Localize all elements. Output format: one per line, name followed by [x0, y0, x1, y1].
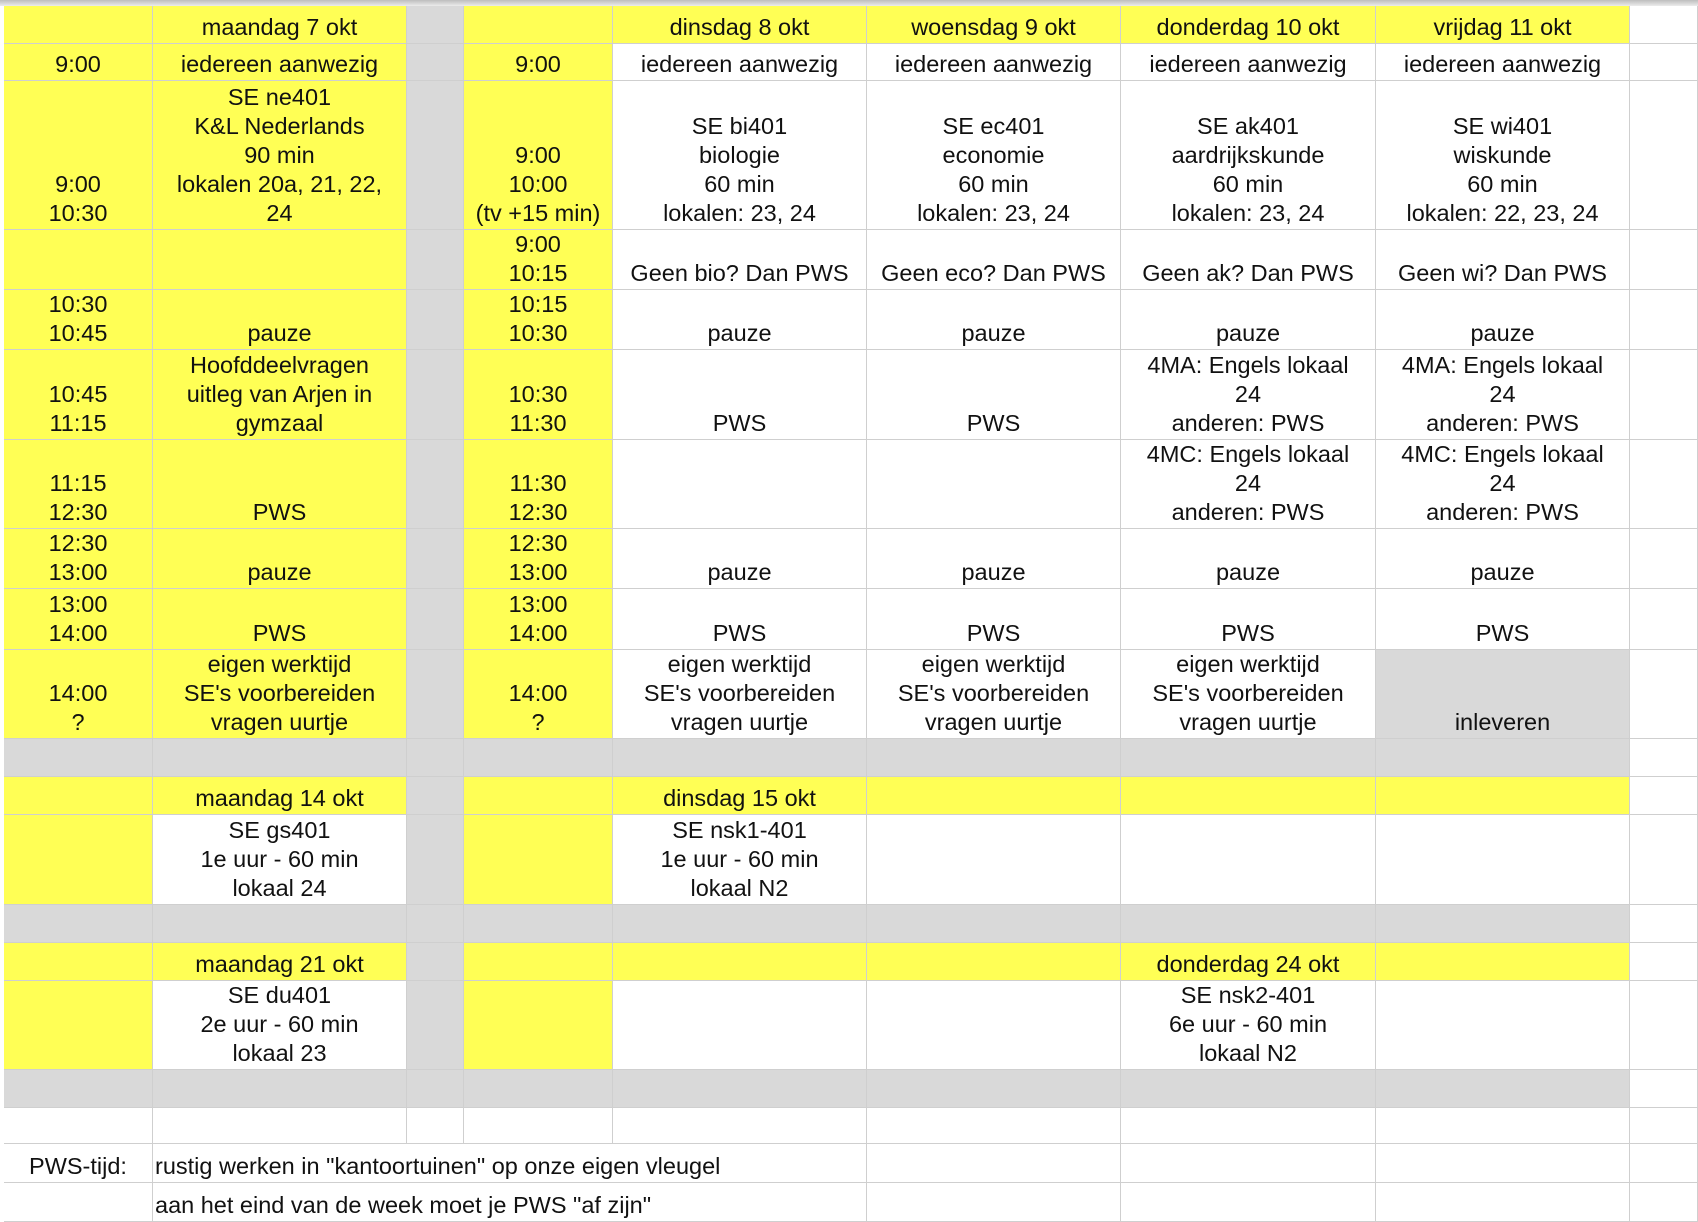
cell-r15-c5[interactable] [867, 981, 1121, 1070]
cell-r14-c4[interactable] [613, 943, 867, 981]
cell-r6-c1[interactable] [153, 440, 407, 529]
cell-r15-c0[interactable] [4, 981, 153, 1070]
cell-r14-c3[interactable] [464, 943, 613, 981]
cell-r1-c0[interactable] [4, 44, 153, 81]
cell-text: iedereen aanwezig [1149, 51, 1347, 77]
cell-text: 9:00 10:00 (tv +15 min) [475, 142, 601, 226]
cell-text: pauze [961, 559, 1026, 585]
cell-text: maandag 7 okt [201, 14, 358, 40]
cell-r14-c1[interactable] [153, 943, 407, 981]
cell-r6-c7[interactable] [1376, 440, 1630, 529]
cell-text: 12:30 13:00 [508, 530, 568, 585]
cell-text: 9:00 10:15 [508, 231, 568, 286]
cell-text: 10:45 11:15 [48, 381, 108, 436]
cell-r16-c1[interactable] [153, 1070, 407, 1108]
cell-r3-c8[interactable] [1630, 230, 1698, 290]
cell-r15-c7[interactable] [1376, 981, 1630, 1070]
cell-text: SE gs401 1e uur - 60 min lokaal 24 [200, 817, 359, 901]
cell-text: 4MA: Engels lokaal 24 anderen: PWS [1147, 352, 1349, 436]
cell-r0-c0[interactable] [4, 6, 153, 44]
cell-r14-c7[interactable] [1376, 943, 1630, 981]
cell-r4-c2[interactable] [407, 290, 464, 350]
cell-text: pauze [247, 559, 312, 585]
cell-text: SE wi401 wiskunde 60 min lokalen: 22, 23, 24 [1406, 113, 1599, 226]
cell-r8-c5[interactable] [867, 589, 1121, 650]
cell-r7-c2[interactable] [407, 529, 464, 589]
cell-r15-c3[interactable] [464, 981, 613, 1070]
cell-r14-c5[interactable] [867, 943, 1121, 981]
cell-r11-c2[interactable] [407, 777, 464, 815]
cell-r17-c6[interactable] [1121, 1108, 1376, 1144]
cell-text: PWS [1221, 620, 1275, 646]
cell-r10-c4[interactable] [613, 739, 867, 777]
cell-r0-c4[interactable] [613, 6, 867, 44]
cell-text: 11:30 12:30 [508, 470, 568, 525]
cell-r10-c7[interactable] [1376, 739, 1630, 777]
cell-text: 9:00 [55, 51, 101, 77]
cell-r4-c0[interactable] [4, 290, 153, 350]
cell-r5-c0[interactable] [4, 350, 153, 440]
cell-text: SE bi401 biologie 60 min lokalen: 23, 24 [663, 113, 816, 226]
cell-text: PWS [966, 620, 1021, 646]
cell-r11-c3[interactable] [464, 777, 613, 815]
cell-r18-c7[interactable] [1376, 1144, 1630, 1183]
cell-r3-c2[interactable] [407, 230, 464, 290]
cell-r1-c1[interactable] [153, 44, 407, 81]
cell-text: 4MA: Engels lokaal 24 anderen: PWS [1401, 352, 1604, 436]
cell-r4-c8[interactable] [1630, 290, 1698, 350]
cell-r2-c3[interactable] [464, 81, 613, 230]
cell-text: PWS [712, 620, 767, 646]
cell-r15-c6[interactable] [1121, 981, 1376, 1070]
cell-text: PWS [966, 410, 1021, 436]
cell-r9-c5[interactable] [867, 650, 1121, 739]
cell-text: donderdag 24 okt [1156, 951, 1340, 977]
cell-r1-c5[interactable] [867, 44, 1121, 81]
cell-r4-c7[interactable] [1376, 290, 1630, 350]
cell-r2-c7[interactable] [1376, 81, 1630, 230]
cell-text: pauze [961, 320, 1026, 346]
cell-r12-c1[interactable] [153, 815, 407, 905]
cell-r3-c6[interactable] [1121, 230, 1376, 290]
cell-r17-c5[interactable] [867, 1108, 1121, 1144]
cell-r12-c7[interactable] [1376, 815, 1630, 905]
cell-r11-c6[interactable] [1121, 777, 1376, 815]
cell-r13-c8[interactable] [1630, 905, 1698, 943]
cell-r4-c3[interactable] [464, 290, 613, 350]
cell-r13-c4[interactable] [613, 905, 867, 943]
cell-r16-c5[interactable] [867, 1070, 1121, 1108]
cell-r10-c1[interactable] [153, 739, 407, 777]
cell-r13-c1[interactable] [153, 905, 407, 943]
cell-r17-c7[interactable] [1376, 1108, 1630, 1144]
cell-r0-c7[interactable] [1376, 6, 1630, 44]
cell-r1-c8[interactable] [1630, 44, 1698, 81]
cell-text: SE ec401 economie 60 min lokalen: 23, 24 [917, 113, 1070, 226]
cell-text: SE nsk1-401 1e uur - 60 min lokaal N2 [660, 817, 819, 901]
cell-r16-c0[interactable] [4, 1070, 153, 1108]
cell-r16-c4[interactable] [613, 1070, 867, 1108]
cell-r6-c2[interactable] [407, 440, 464, 529]
cell-text: eigen werktijd SE's voorbereiden vragen uurtje [1152, 651, 1344, 735]
cell-text: Hoofddeelvragen uitleg van Arjen in gymzaal [186, 352, 373, 436]
cell-r7-c0[interactable] [4, 529, 153, 589]
cell-r13-c2[interactable] [407, 905, 464, 943]
cell-r8-c8[interactable] [1630, 589, 1698, 650]
cell-text: inleveren [1454, 709, 1551, 735]
cell-r18-c8[interactable] [1630, 1144, 1698, 1183]
cell-r8-c0[interactable] [4, 589, 153, 650]
cell-text: PWS [1475, 620, 1530, 646]
cell-r6-c5[interactable] [867, 440, 1121, 529]
cell-r5-c6[interactable] [1121, 350, 1376, 440]
cell-text: 4MC: Engels lokaal 24 anderen: PWS [1401, 441, 1604, 525]
cell-r9-c1[interactable] [153, 650, 407, 739]
cell-text: Geen wi? Dan PWS [1398, 260, 1607, 286]
cell-text: 10:15 10:30 [508, 291, 568, 346]
cell-r4-c5[interactable] [867, 290, 1121, 350]
cell-r19-c7[interactable] [1376, 1183, 1630, 1222]
cell-r17-c3[interactable] [464, 1108, 613, 1144]
cell-text: Geen bio? Dan PWS [630, 260, 849, 286]
cell-r16-c2[interactable] [407, 1070, 464, 1108]
cell-text: Geen ak? Dan PWS [1142, 260, 1354, 286]
cell-text: SE ne401 K&L Nederlands 90 min lokalen 20a, 21, 22, 24 [176, 84, 383, 226]
cell-r2-c2[interactable] [407, 81, 464, 230]
cell-r12-c8[interactable] [1630, 815, 1698, 905]
cell-r14-c6[interactable] [1121, 943, 1376, 981]
cell-r11-c1[interactable] [153, 777, 407, 815]
cell-r11-c4[interactable] [613, 777, 867, 815]
cell-r5-c8[interactable] [1630, 350, 1698, 440]
cell-r14-c8[interactable] [1630, 943, 1698, 981]
cell-r3-c4[interactable] [613, 230, 867, 290]
cell-text: iedereen aanwezig [894, 51, 1093, 77]
cell-text: 13:00 14:00 [48, 591, 108, 646]
cell-r12-c2[interactable] [407, 815, 464, 905]
cell-r10-c2[interactable] [407, 739, 464, 777]
cell-r14-c2[interactable] [407, 943, 464, 981]
cell-r13-c7[interactable] [1376, 905, 1630, 943]
cell-r17-c1[interactable] [153, 1108, 407, 1144]
cell-text: 13:00 14:00 [508, 591, 568, 646]
cell-r9-c0[interactable] [4, 650, 153, 739]
cell-r8-c7[interactable] [1376, 589, 1630, 650]
cell-r16-c6[interactable] [1121, 1070, 1376, 1108]
cell-r17-c2[interactable] [407, 1108, 464, 1144]
cell-r10-c8[interactable] [1630, 739, 1698, 777]
cell-text: 14:00 ? [48, 680, 108, 735]
cell-r2-c6[interactable] [1121, 81, 1376, 230]
cell-r6-c3[interactable] [464, 440, 613, 529]
cell-r10-c5[interactable] [867, 739, 1121, 777]
cell-r9-c3[interactable] [464, 650, 613, 739]
cell-r11-c8[interactable] [1630, 777, 1698, 815]
cell-r13-c6[interactable] [1121, 905, 1376, 943]
cell-r8-c1[interactable] [153, 589, 407, 650]
cell-text: maandag 21 okt [195, 951, 364, 977]
cell-text: SE ak401 aardrijkskunde 60 min lokalen: 23, 24 [1171, 113, 1325, 226]
cell-text: dinsdag 8 okt [669, 14, 810, 40]
cell-r1-c2[interactable] [407, 44, 464, 81]
cell-r6-c8[interactable] [1630, 440, 1698, 529]
cell-r3-c3[interactable] [464, 230, 613, 290]
cell-r0-c1[interactable] [153, 6, 407, 44]
cell-r7-c5[interactable] [867, 529, 1121, 589]
cell-r3-c5[interactable] [867, 230, 1121, 290]
cell-r1-c6[interactable] [1121, 44, 1376, 81]
cell-text: iedereen aanwezig [180, 51, 379, 77]
cell-r5-c3[interactable] [464, 350, 613, 440]
cell-text: pauze [707, 320, 772, 346]
cell-r6-c0[interactable] [4, 440, 153, 529]
cell-r2-c0[interactable] [4, 81, 153, 230]
cell-r8-c2[interactable] [407, 589, 464, 650]
cell-r1-c7[interactable] [1376, 44, 1630, 81]
cell-r18-c0[interactable] [4, 1144, 153, 1183]
cell-r12-c4[interactable] [613, 815, 867, 905]
cell-r15-c4[interactable] [613, 981, 867, 1070]
cell-text: pauze [1215, 320, 1281, 346]
cell-r13-c5[interactable] [867, 905, 1121, 943]
cell-text: 10:30 10:45 [48, 291, 108, 346]
cell-r19-c1[interactable] [153, 1183, 867, 1222]
cell-r19-c0[interactable] [4, 1183, 153, 1222]
cell-r2-c8[interactable] [1630, 81, 1698, 230]
cell-r10-c0[interactable] [4, 739, 153, 777]
cell-text: PWS [252, 620, 307, 646]
cell-r3-c0[interactable] [4, 230, 153, 290]
cell-text: 9:00 10:30 [48, 171, 108, 226]
cell-r4-c6[interactable] [1121, 290, 1376, 350]
cell-r17-c4[interactable] [613, 1108, 867, 1144]
cell-text: pauze [247, 320, 312, 346]
cell-r12-c3[interactable] [464, 815, 613, 905]
cell-r9-c8[interactable] [1630, 650, 1698, 739]
cell-r7-c7[interactable] [1376, 529, 1630, 589]
cell-r6-c4[interactable] [613, 440, 867, 529]
cell-r7-c8[interactable] [1630, 529, 1698, 589]
cell-text: iedereen aanwezig [640, 51, 839, 77]
cell-text: pauze [1470, 320, 1535, 346]
cell-r7-c1[interactable] [153, 529, 407, 589]
cell-r8-c4[interactable] [613, 589, 867, 650]
cell-r2-c1[interactable] [153, 81, 407, 230]
cell-text: aan het eind van de week moet je PWS "af zijn" [155, 1192, 652, 1218]
cell-text: 12:30 13:00 [48, 530, 108, 585]
cell-r6-c6[interactable] [1121, 440, 1376, 529]
cell-r12-c0[interactable] [4, 815, 153, 905]
cell-r16-c8[interactable] [1630, 1070, 1698, 1108]
cell-r0-c2[interactable] [407, 6, 464, 44]
cell-r0-c5[interactable] [867, 6, 1121, 44]
cell-text: SE du401 2e uur - 60 min lokaal 23 [200, 982, 359, 1066]
cell-text: pauze [1215, 559, 1281, 585]
cell-text: vrijdag 11 okt [1433, 14, 1572, 40]
cell-text: dinsdag 15 okt [663, 785, 816, 811]
cell-r16-c3[interactable] [464, 1070, 613, 1108]
cell-text: 11:15 12:30 [48, 470, 108, 525]
cell-r7-c6[interactable] [1121, 529, 1376, 589]
cell-r15-c1[interactable] [153, 981, 407, 1070]
cell-text: PWS [712, 410, 767, 436]
cell-text: 9:00 [515, 51, 561, 77]
cell-text: eigen werktijd SE's voorbereiden vragen uurtje [897, 651, 1090, 735]
cell-r18-c5[interactable] [867, 1144, 1121, 1183]
cell-r13-c0[interactable] [4, 905, 153, 943]
cell-r7-c4[interactable] [613, 529, 867, 589]
cell-r8-c6[interactable] [1121, 589, 1376, 650]
cell-r18-c1[interactable] [153, 1144, 867, 1183]
cell-r2-c4[interactable] [613, 81, 867, 230]
cell-text: maandag 14 okt [195, 785, 364, 811]
cell-r9-c4[interactable] [613, 650, 867, 739]
cell-r4-c1[interactable] [153, 290, 407, 350]
cell-r5-c2[interactable] [407, 350, 464, 440]
cell-r10-c3[interactable] [464, 739, 613, 777]
cell-r10-c6[interactable] [1121, 739, 1376, 777]
cell-r0-c3[interactable] [464, 6, 613, 44]
cell-r0-c6[interactable] [1121, 6, 1376, 44]
cell-text: iedereen aanwezig [1403, 51, 1602, 77]
cell-text: donderdag 10 okt [1156, 14, 1340, 40]
cell-text: SE nsk2-401 6e uur - 60 min lokaal N2 [1168, 982, 1328, 1066]
cell-r5-c1[interactable] [153, 350, 407, 440]
cell-r7-c3[interactable] [464, 529, 613, 589]
cell-r12-c6[interactable] [1121, 815, 1376, 905]
cell-r12-c5[interactable] [867, 815, 1121, 905]
cell-text: PWS-tijd: [29, 1153, 127, 1179]
cell-r11-c7[interactable] [1376, 777, 1630, 815]
cell-text: 10:30 11:30 [508, 381, 568, 436]
cell-r4-c4[interactable] [613, 290, 867, 350]
cell-r17-c8[interactable] [1630, 1108, 1698, 1144]
cell-r18-c6[interactable] [1121, 1144, 1376, 1183]
cell-text: rustig werken in "kantoortuinen" op onze eigen vleugel [155, 1153, 721, 1179]
cell-r9-c6[interactable] [1121, 650, 1376, 739]
cell-r5-c4[interactable] [613, 350, 867, 440]
cell-text: woensdag 9 okt [911, 14, 1076, 40]
cell-r14-c0[interactable] [4, 943, 153, 981]
cell-r5-c7[interactable] [1376, 350, 1630, 440]
cell-r9-c7[interactable] [1376, 650, 1630, 739]
cell-r5-c5[interactable] [867, 350, 1121, 440]
cell-r11-c5[interactable] [867, 777, 1121, 815]
cell-text: eigen werktijd SE's voorbereiden vragen uurtje [643, 651, 836, 735]
cell-text: PWS [252, 499, 307, 525]
cell-text: 4MC: Engels lokaal 24 anderen: PWS [1146, 441, 1350, 525]
cell-r15-c2[interactable] [407, 981, 464, 1070]
cell-text: 14:00 ? [508, 680, 568, 735]
cell-r2-c5[interactable] [867, 81, 1121, 230]
cell-text: pauze [707, 559, 772, 585]
cell-r19-c8[interactable] [1630, 1183, 1698, 1222]
cell-r15-c8[interactable] [1630, 981, 1698, 1070]
cell-r9-c2[interactable] [407, 650, 464, 739]
cell-text: pauze [1470, 559, 1535, 585]
cell-r16-c7[interactable] [1376, 1070, 1630, 1108]
cell-r13-c3[interactable] [464, 905, 613, 943]
cell-r1-c4[interactable] [613, 44, 867, 81]
cell-r19-c5[interactable] [867, 1183, 1121, 1222]
cell-r19-c6[interactable] [1121, 1183, 1376, 1222]
cell-r3-c7[interactable] [1376, 230, 1630, 290]
cell-r11-c0[interactable] [4, 777, 153, 815]
cell-text: Geen eco? Dan PWS [881, 260, 1106, 286]
cell-r8-c3[interactable] [464, 589, 613, 650]
cell-r0-c8[interactable] [1630, 6, 1698, 44]
cell-r3-c1[interactable] [153, 230, 407, 290]
cell-text: eigen werktijd SE's voorbereiden vragen uurtje [183, 651, 376, 735]
cell-r1-c3[interactable] [464, 44, 613, 81]
cell-r17-c0[interactable] [4, 1108, 153, 1144]
